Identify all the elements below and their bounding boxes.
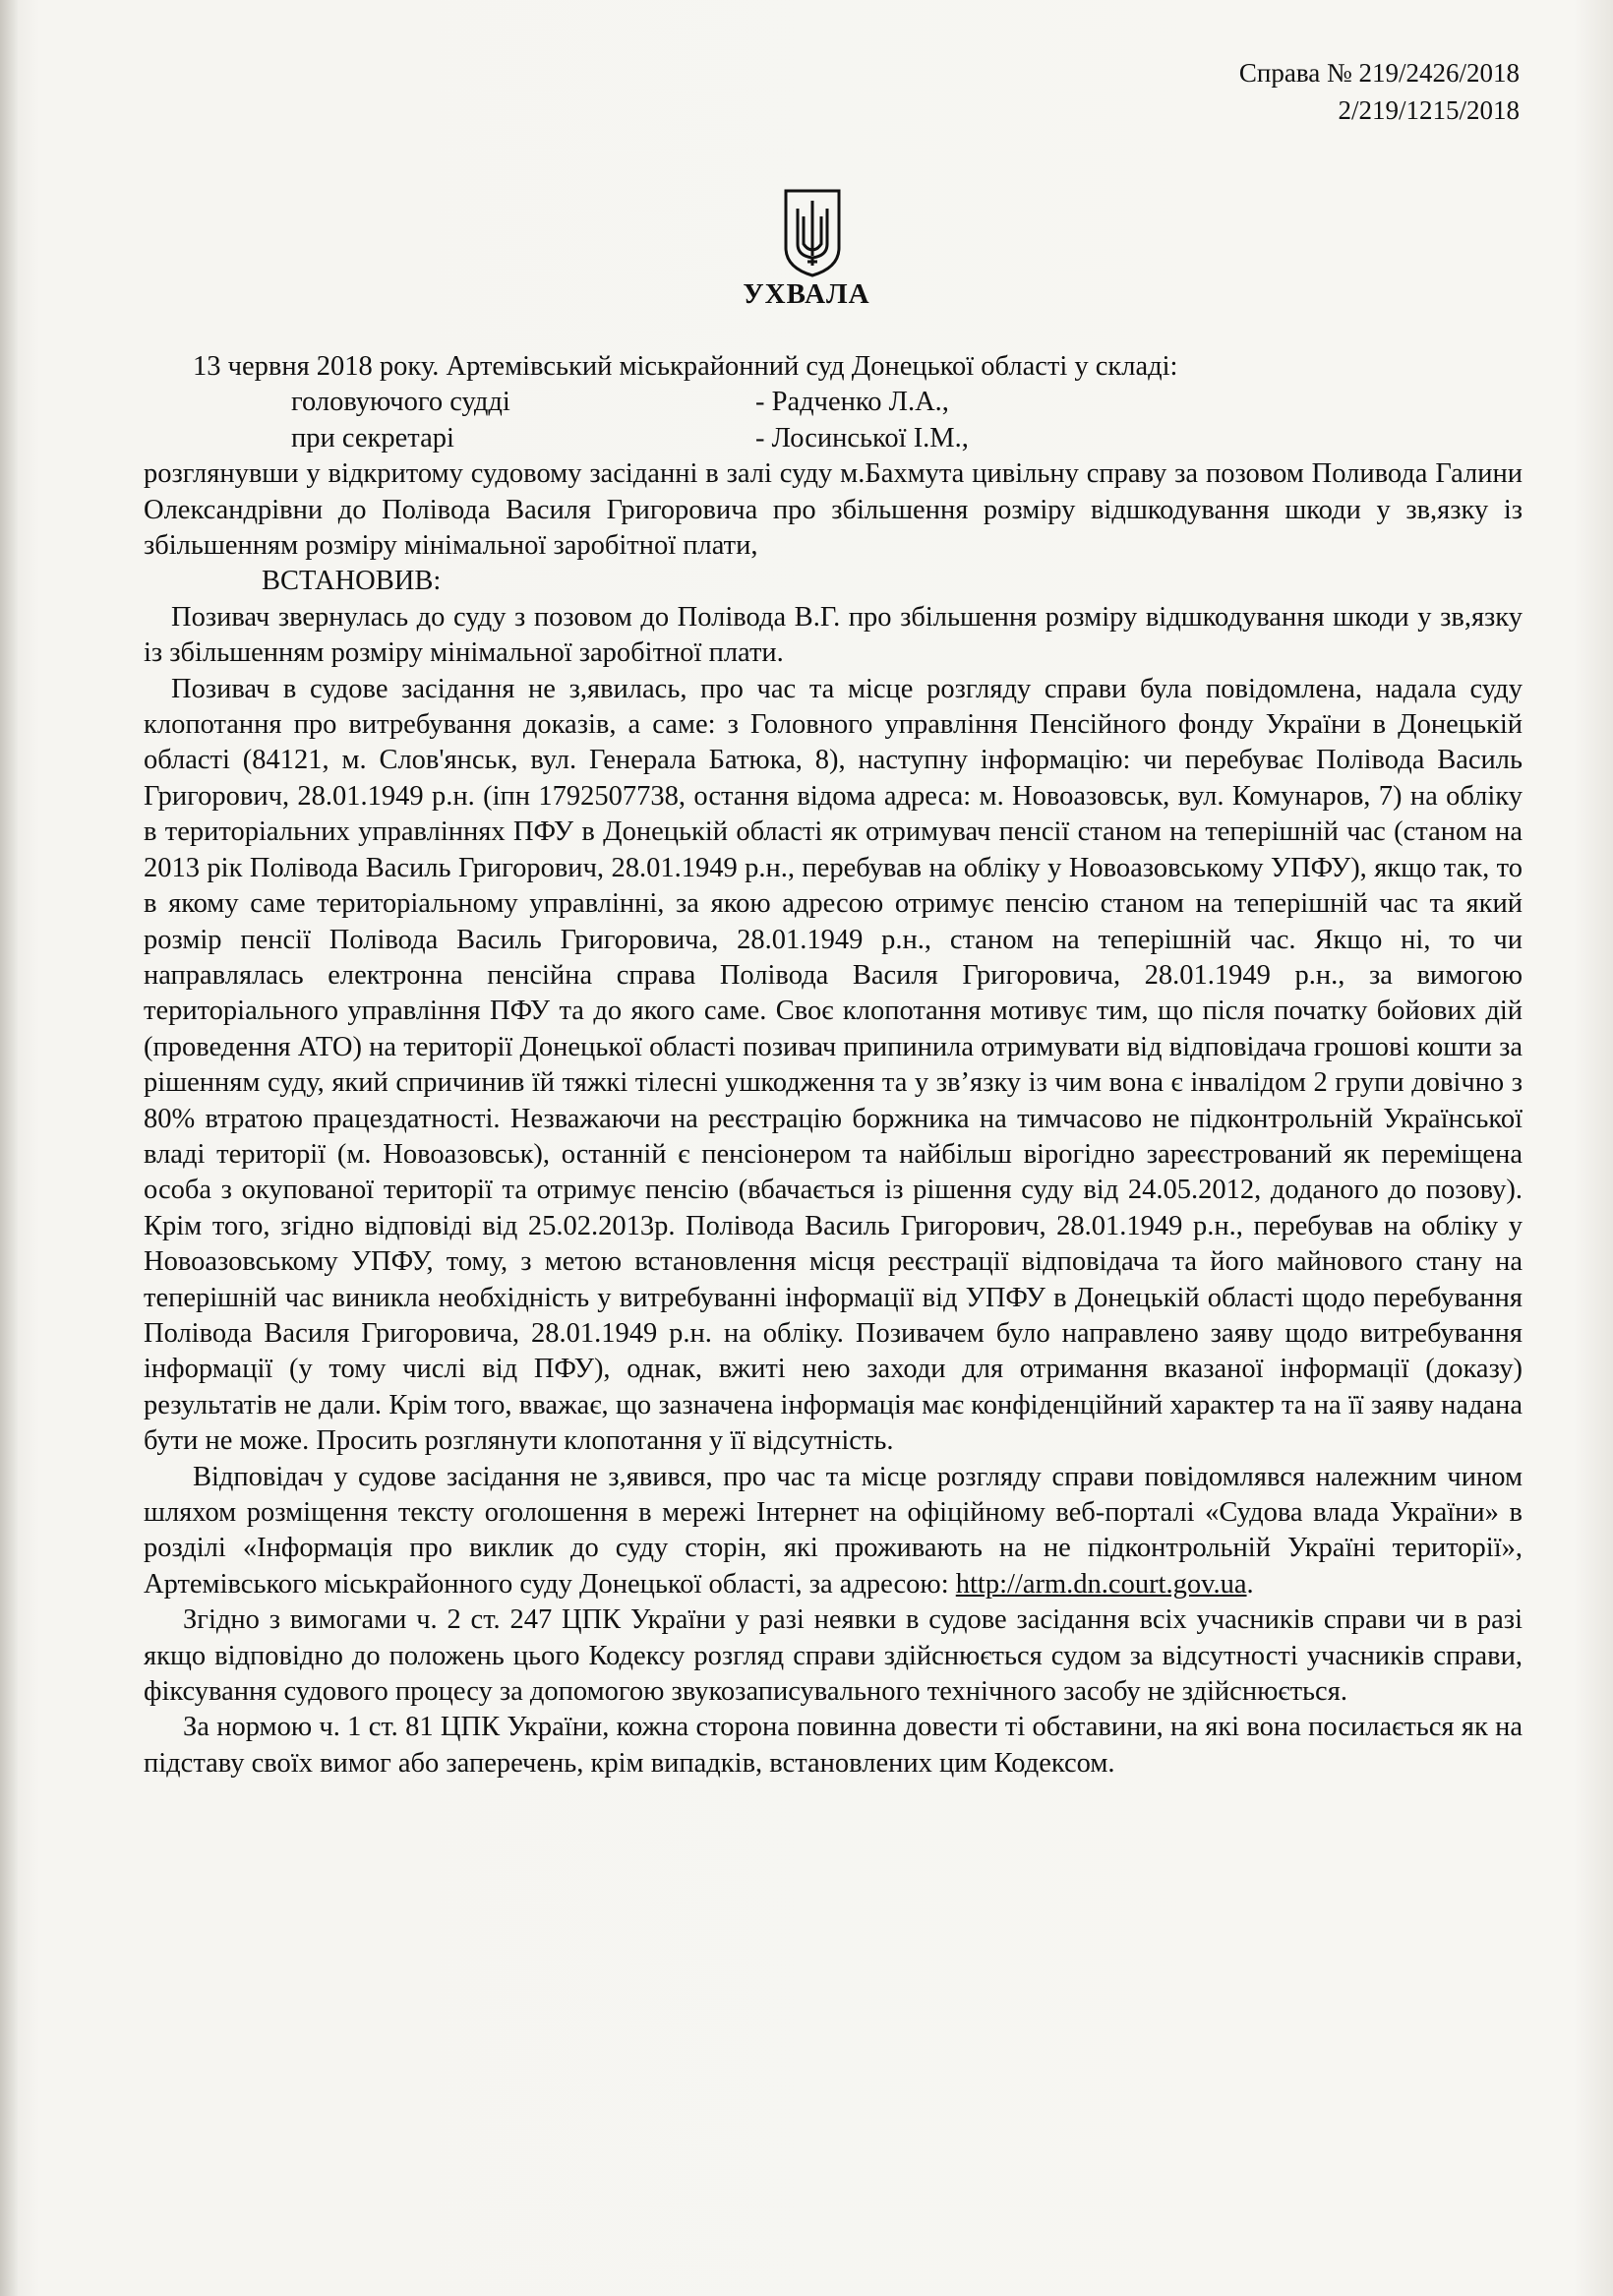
- paragraph-motion: Позивач в судове засідання не з,явилась, про час та місце розгляду справи була повідомлена, надала суду клопотання про витребування доказів, а саме: з Головного управління Пенсійного фонду України в Донецькій області (84121, м. Слов'янськ, вул. Генерала Батюка, 8), наступну інформацію: чи перебуває Полівода Василь Григорович, 28.01.1949 р.н. (іпн 1792507738, остання відома адреса: м. Новоазовськ, вул. Комунаров, 7) на обліку в територіальних управліннях ПФУ в Донецькій області як отримувач пенсії станом на теперішній час (станом на 2013 рік Полівода Василь Григорович, 28.01.1949 р.н., перебував на обліку у Новоазовському УПФУ), якщо так, то в якому саме територіальному управлінні, за якою адресою отримує пенсію станом на теперішній час та який розмір пенсії Полівода Василь Григоровича, 28.01.1949 р.н., станом на теперішній час. Якщо ні, то чи направлялась електронна пенсійна справа Полівода Василя Григоровича, 28.01.1949 р.н., за вимогою територіального управління ПФУ та до якого саме. Своє клопотання мотивує тим, що після початку бойових дій (проведення АТО) на території Донецької області позивач припинила отримувати від відповідача грошові кошти за рішенням суду, який спричинив їй тяжкі тілесні ушкодження та у зв’язку із чим вона є інвалідом 2 групи довічно з 80% втратою працездатності. Незважаючи на реєстрацію боржника на тимчасово не підконтрольній Української владі території (м. Новоазовськ), останній є пенсіонером та найбільш вірогідно зареєстрований як переміщена особа з окупованої території та отримує пенсію (вбачається із рішення суду від 24.05.2012, доданого до позову). Крім того, згідно відповіді від 25.02.2013р. Полівода Василь Григорович, 28.01.1949 р.н., перебував на обліку у Новоазовському УПФУ, тому, з метою встановлення місця реєстрації відповідача та його майнового стану на теперішній час виникла необхідність у витребуванні інформації від УПФУ в Донецькій області щодо перебування Полівода Василя Григоровича, 28.01.1949 р.н. на обліку. Позивачем було направлено заяву щодо витребування інформації (у тому числі від ПФУ), однак, вжиті нею заходи для отримання вказаної інформації (доказу) результатів не дали. Крім того, вважає, що зазначена інформація має конфіденційний характер та на її заяву надана бути не може. Просить розглянути клопотання у її відсутність.: [144, 673, 1523, 1457]
- paragraph-article-247: Згідно з вимогами ч. 2 ст. 247 ЦПК України у разі неявки в судове засідання всіх учасників справи чи в разі якщо відповідно до положень цього Кодексу розгляд справи здійснюється судом за відсутності учасників справи, фіксування судового процесу за допомогою звукозаписувального технічного засобу не здійснюється.: [144, 1604, 1523, 1708]
- secretary-role: при секретарі: [291, 422, 454, 453]
- paragraph-respondent-text: Відповідач у судове засідання не з,явився, про час та місце розгляду справи повідомлявся належним чином шляхом розміщення тексту оголошення в мережі Інтернет на офіційному веб-порталі «Судова влада України» в розділі «Інформація про виклик до суду сторін, які проживають на не підконтрольній Україні території», Артемівського міськрайонного суду Донецької області, за адресою:: [144, 1461, 1523, 1600]
- case-description: розглянувши у відкритому судовому засіданні в залі суду м.Бахмута цивільну справу за позовом Поливода Галини Олександрівни до Полівода Василя Григоровича про збільшення розміру відшкодування шкоди у зв,язку із збільшенням розміру мінімальної заробітної плати,: [144, 458, 1523, 562]
- paragraph-article-81: За нормою ч. 1 ст. 81 ЦПК України, кожна сторона повинна довести ті обставини, на які вона посилається як на підставу своїх вимог або заперечень, крім випадків, встановлених цим Кодексом.: [144, 1712, 1523, 1779]
- court-composition: [144, 385, 1523, 456]
- case-number-primary: Справа № 219/2426/2018: [1238, 58, 1520, 88]
- presiding-role: головуючого судді: [291, 387, 510, 418]
- document-body: [144, 349, 1523, 1782]
- secretary-name: - Лосинської І.М.,: [755, 422, 969, 453]
- coat-of-arms-icon: [782, 187, 843, 277]
- case-number-block: [1239, 54, 1520, 129]
- paragraph-respondent: Відповідач у судове засідання не з,явився, про час та місце розгляду справи повідомлявся належним чином шляхом розміщення тексту оголошення в мережі Інтернет на офіційному веб-порталі «Судова влада України» в розділі «Інформація про виклик до суду сторін, які проживають на не підконтрольній Україні території», Артемівського міськрайонного суду Донецької області, за адресою: http://arm.dn.court.gov.ua.: [144, 1461, 1523, 1600]
- document-title: УХВАЛА: [743, 278, 870, 310]
- page-footer-bleed: [1141, 2243, 1495, 2282]
- presiding-name: - Радченко Л.А.,: [755, 387, 949, 418]
- case-number-secondary: 2/219/1215/2018: [1338, 95, 1520, 125]
- page-shadow-edge: [0, 0, 18, 2296]
- established-heading: ВСТАНОВИВ:: [262, 566, 442, 597]
- paragraph-claim: Позивач звернулась до суду з позовом до Полівода В.Г. про збільшення розміру відшкодування шкоди у зв,язку із збільшенням розміру мінімальної заробітної плати.: [144, 601, 1523, 669]
- court-website-link[interactable]: http://arm.dn.court.gov.ua: [955, 1568, 1247, 1600]
- intro-first-line: 13 червня 2018 року. Артемівський міськрайонний суд Донецької області у складі:: [193, 351, 1178, 382]
